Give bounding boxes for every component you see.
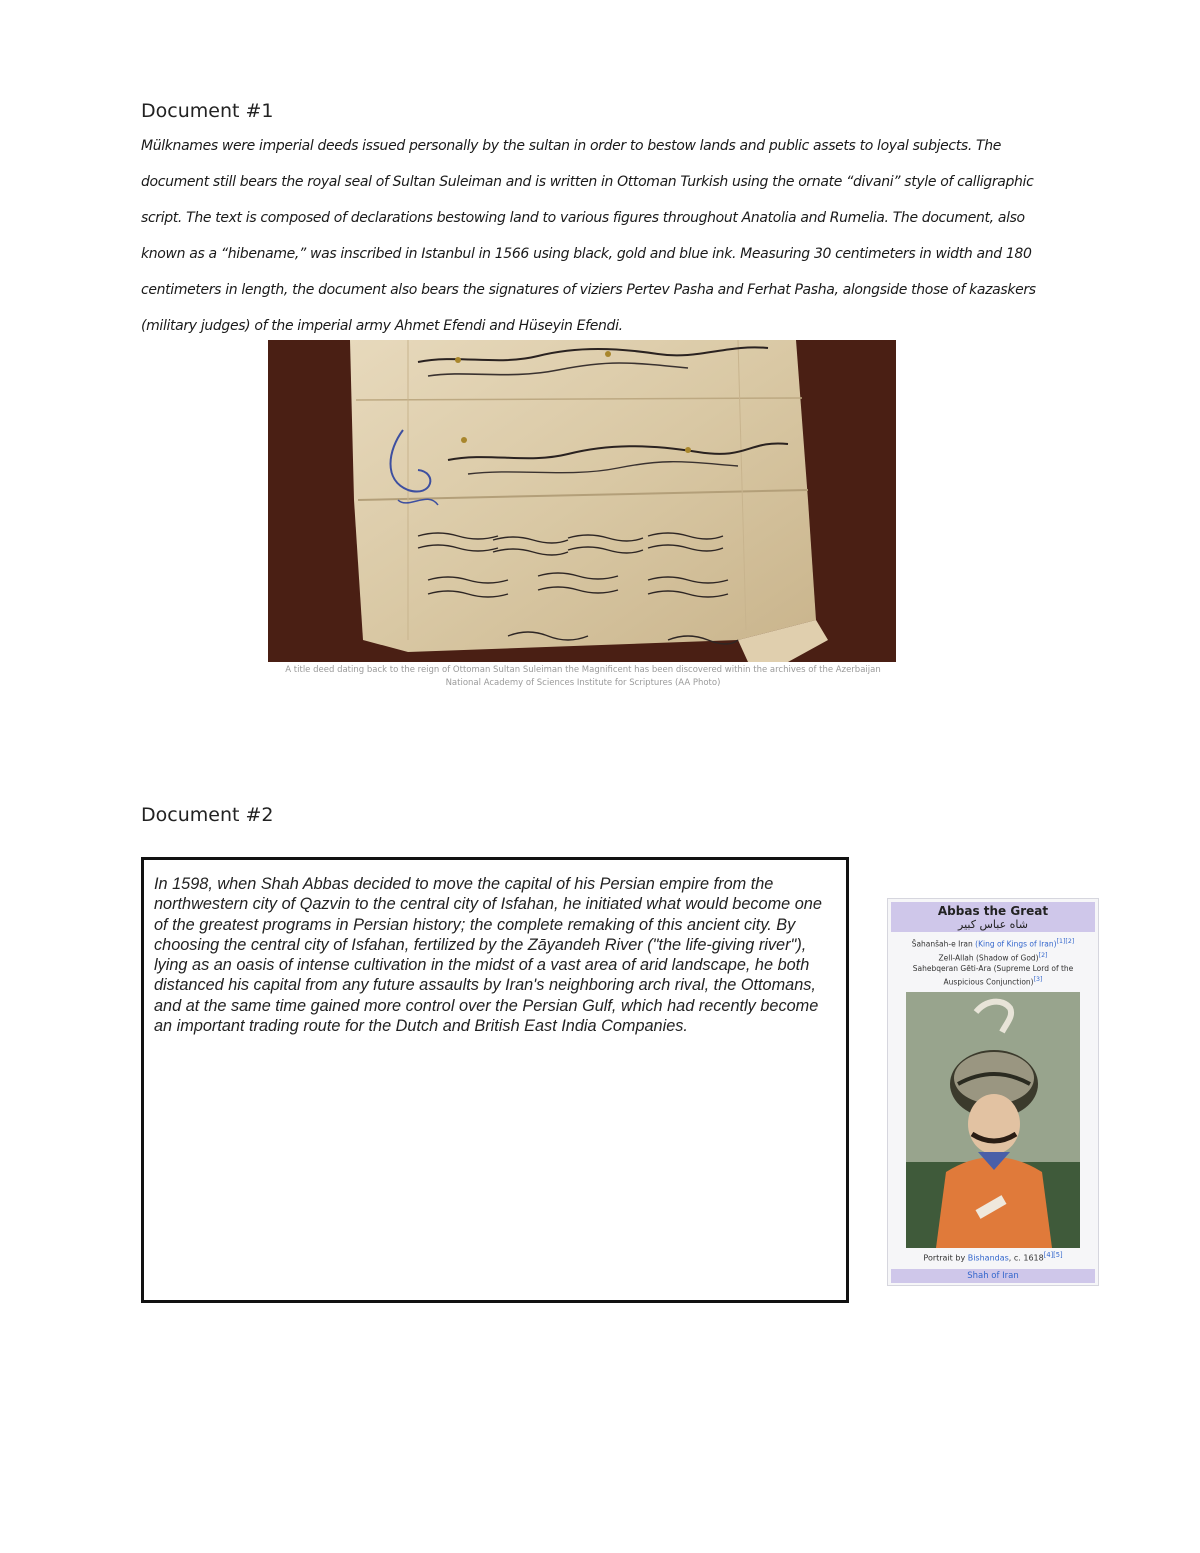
abbas-infobox [887, 898, 1099, 1286]
title-1-link[interactable]: (King of Kings of Iran) [975, 939, 1057, 949]
infobox-footer[interactable]: Shah of Iran [891, 1269, 1095, 1283]
infobox-title-3 [894, 963, 1092, 988]
title-2-refs[interactable]: [2] [1038, 951, 1048, 959]
infobox-title-bar [891, 902, 1095, 932]
bishandas-link[interactable]: Bishandas [967, 1253, 1009, 1263]
infobox-native-name: شاه عباس کبیر [958, 918, 1028, 931]
title-deed-photo [268, 340, 896, 662]
caption-suffix: , c. 1618 [1008, 1253, 1044, 1263]
document-1-paragraph: Mülknames were imperial deeds issued personally by the sultan in order to bestow lands and public assets to loyal subjects. The document still bears the royal seal of Sultan Suleiman and is written in Ottoman Turkish using the ornate “divani” style of calligraphic script. The text is composed of declarations bestowing land to various figures throughout Anatolia and Rumelia. The document, also known as a “hibename,” was inscribed in Istanbul in 1566 using black, gold and blue ink. Measuring 30 centimeters in width and 180 centimeters in length, the document also bears the signatures of viziers Pertev Pasha and Ferhat Pasha, alongside those of kazaskers (military judges) of the imperial army Ahmet Efendi and Hüseyin Efendi. [141, 138, 1036, 334]
caption-prefix: Portrait by [923, 1253, 968, 1263]
document-2-text-box [141, 857, 849, 1303]
title-deed-image [268, 340, 896, 662]
infobox-title-2 [894, 950, 1092, 964]
title-1-refs[interactable]: [1][2] [1056, 938, 1075, 945]
title-2-text: Zell-Allah (Shadow of God) [938, 953, 1039, 962]
caption-refs[interactable]: [4][5] [1043, 1250, 1063, 1259]
document-2-heading: Document #2 [141, 804, 274, 826]
portrait-image [906, 992, 1080, 1248]
title-1-text: Šahanšah-e Iran [911, 939, 976, 949]
photo-caption: A title deed dating back to the reign of Ottoman Sultan Suleiman the Magnificent has been discovered within the archives of the Azerbaijan National Academy of Sciences Institute for Scriptures (AA Photo) [285, 665, 881, 688]
portrait-caption [888, 1250, 1098, 1264]
document-2-quote: In 1598, when Shah Abbas decided to move the capital of his Persian empire from the northwestern city of Qazvin to the central city of Isfahan, he initiated what would become one of the greatest programs in Persian history; the complete remaking of this ancient city. By choosing the central city of Isfahan, fertilized by the Zāyandeh River ("the life-giving river"), lying as an oasis of intense cultivation in the midst of a vast area of arid landscape, he both distanced his capital from any future assaults by Iran's neighboring arch rival, the Ottomans, and at the same time gained more control over the Persian Gulf, which had recently become an important trading route for the Dutch and British East India Companies. [154, 875, 822, 1036]
document-1-heading: Document #1 [141, 100, 274, 122]
title-3-refs[interactable]: [3] [1033, 976, 1043, 983]
infobox-name: Abbas the Great [937, 904, 1049, 918]
title-3-text: Sahebqeran Gēti-Ara (Supreme Lord of the Auspicious Conjunction) [912, 964, 1074, 987]
abbas-portrait [906, 992, 1080, 1248]
infobox-titles [888, 932, 1098, 988]
infobox-title-1 [894, 936, 1092, 950]
